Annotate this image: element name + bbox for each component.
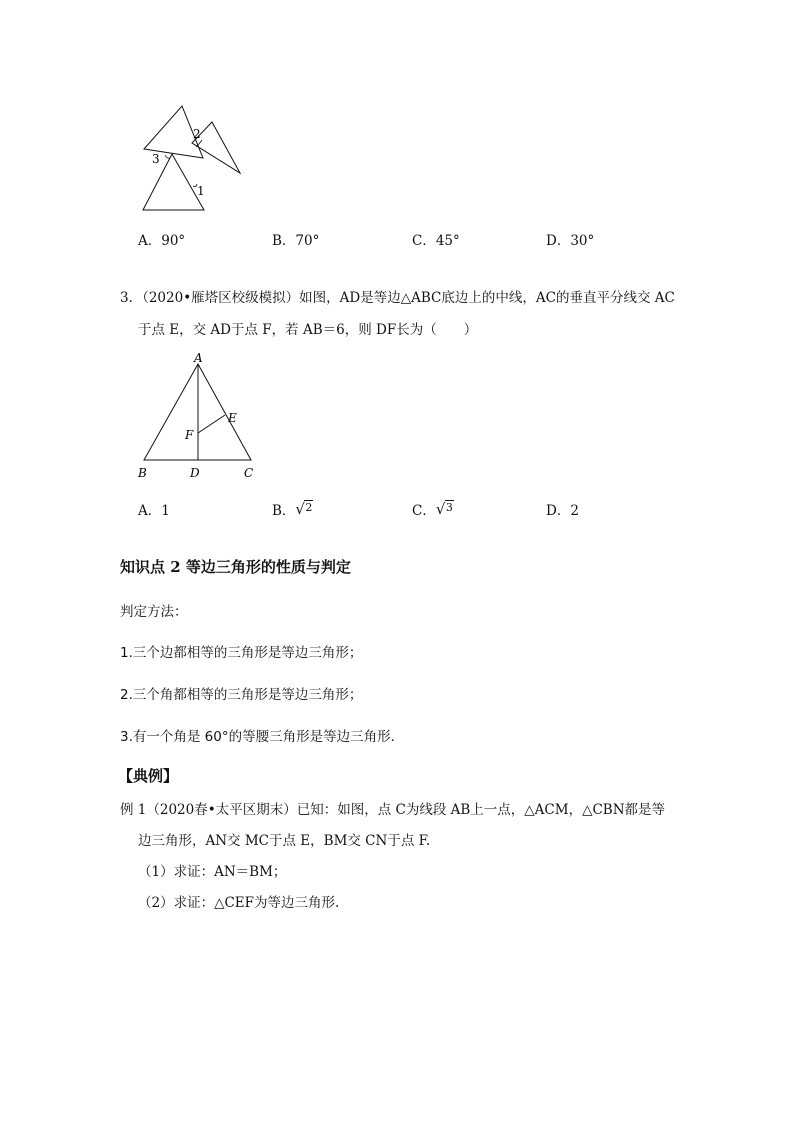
q3-option-d[interactable]: D．2	[546, 503, 579, 519]
q2-angle3-arc	[165, 155, 170, 158]
example-heading: 【典例】	[118, 767, 179, 785]
example-line1: 例 1（2020春•太平区期末）已知：如图，点 C为线段 AB上一点，△ACM，△CBN都是等	[120, 802, 666, 818]
sqrt-icon: √	[435, 500, 446, 518]
q2-label-3: 3	[152, 152, 160, 166]
q3-bisector-fe	[198, 415, 225, 433]
example-part2: （2）求证：△CEF为等边三角形.	[138, 895, 340, 911]
q3-label-d: D	[190, 466, 200, 480]
method-item-1: 1.三个边都相等的三角形是等边三角形；	[120, 645, 363, 661]
q2-figure	[130, 100, 250, 215]
q3-stem-line2: 于点 E，交 AD于点 F，若 AB＝6，则 DF长为（ ）	[138, 322, 478, 338]
sqrt-icon: √	[295, 500, 305, 518]
q3-option-c-radicand: 3	[445, 501, 453, 514]
q3-option-b[interactable]	[272, 499, 313, 519]
q3-option-a[interactable]: A．1	[138, 503, 170, 519]
q2-option-a[interactable]: A．90°	[138, 233, 186, 249]
q3-option-b-prefix: B．	[272, 503, 296, 519]
method-item-2: 2.三个角都相等的三角形是等边三角形；	[120, 687, 363, 703]
q3-label-a: A	[194, 352, 203, 365]
q2-label-2: 2	[193, 127, 201, 141]
q3-option-c-prefix: C．	[412, 503, 436, 519]
section-heading: 知识点 2 等边三角形的性质与判定	[120, 558, 351, 576]
q3-option-c[interactable]	[412, 499, 454, 519]
q3-option-c-sqrt	[435, 500, 454, 519]
q3-label-b: B	[138, 466, 147, 480]
q3-label-e: E	[228, 411, 237, 425]
q2-label-1: 1	[197, 184, 205, 198]
method-title: 判定方法：	[120, 604, 188, 620]
q3-option-b-sqrt	[295, 500, 313, 519]
q3-stem-line1: 3．（2020•雁塔区校级模拟）如图，AD是等边△ABC底边上的中线，AC的垂直平分线交 AC	[120, 290, 675, 306]
q3-option-b-radicand: 2	[305, 501, 313, 514]
q3-label-f: F	[185, 428, 194, 442]
q2-option-d[interactable]: D．30°	[546, 233, 595, 249]
q2-option-c[interactable]: C．45°	[412, 233, 460, 249]
example-part1: （1）求证：AN＝BM；	[138, 864, 287, 880]
q3-figure	[130, 352, 265, 482]
method-item-3: 3.有一个角是 60°的等腰三角形是等边三角形.	[120, 729, 395, 745]
q3-label-c: C	[244, 466, 254, 480]
q2-option-b[interactable]: B．70°	[272, 233, 320, 249]
example-line2: 边三角形，AN交 MC于点 E，BM交 CN于点 F.	[138, 833, 431, 849]
